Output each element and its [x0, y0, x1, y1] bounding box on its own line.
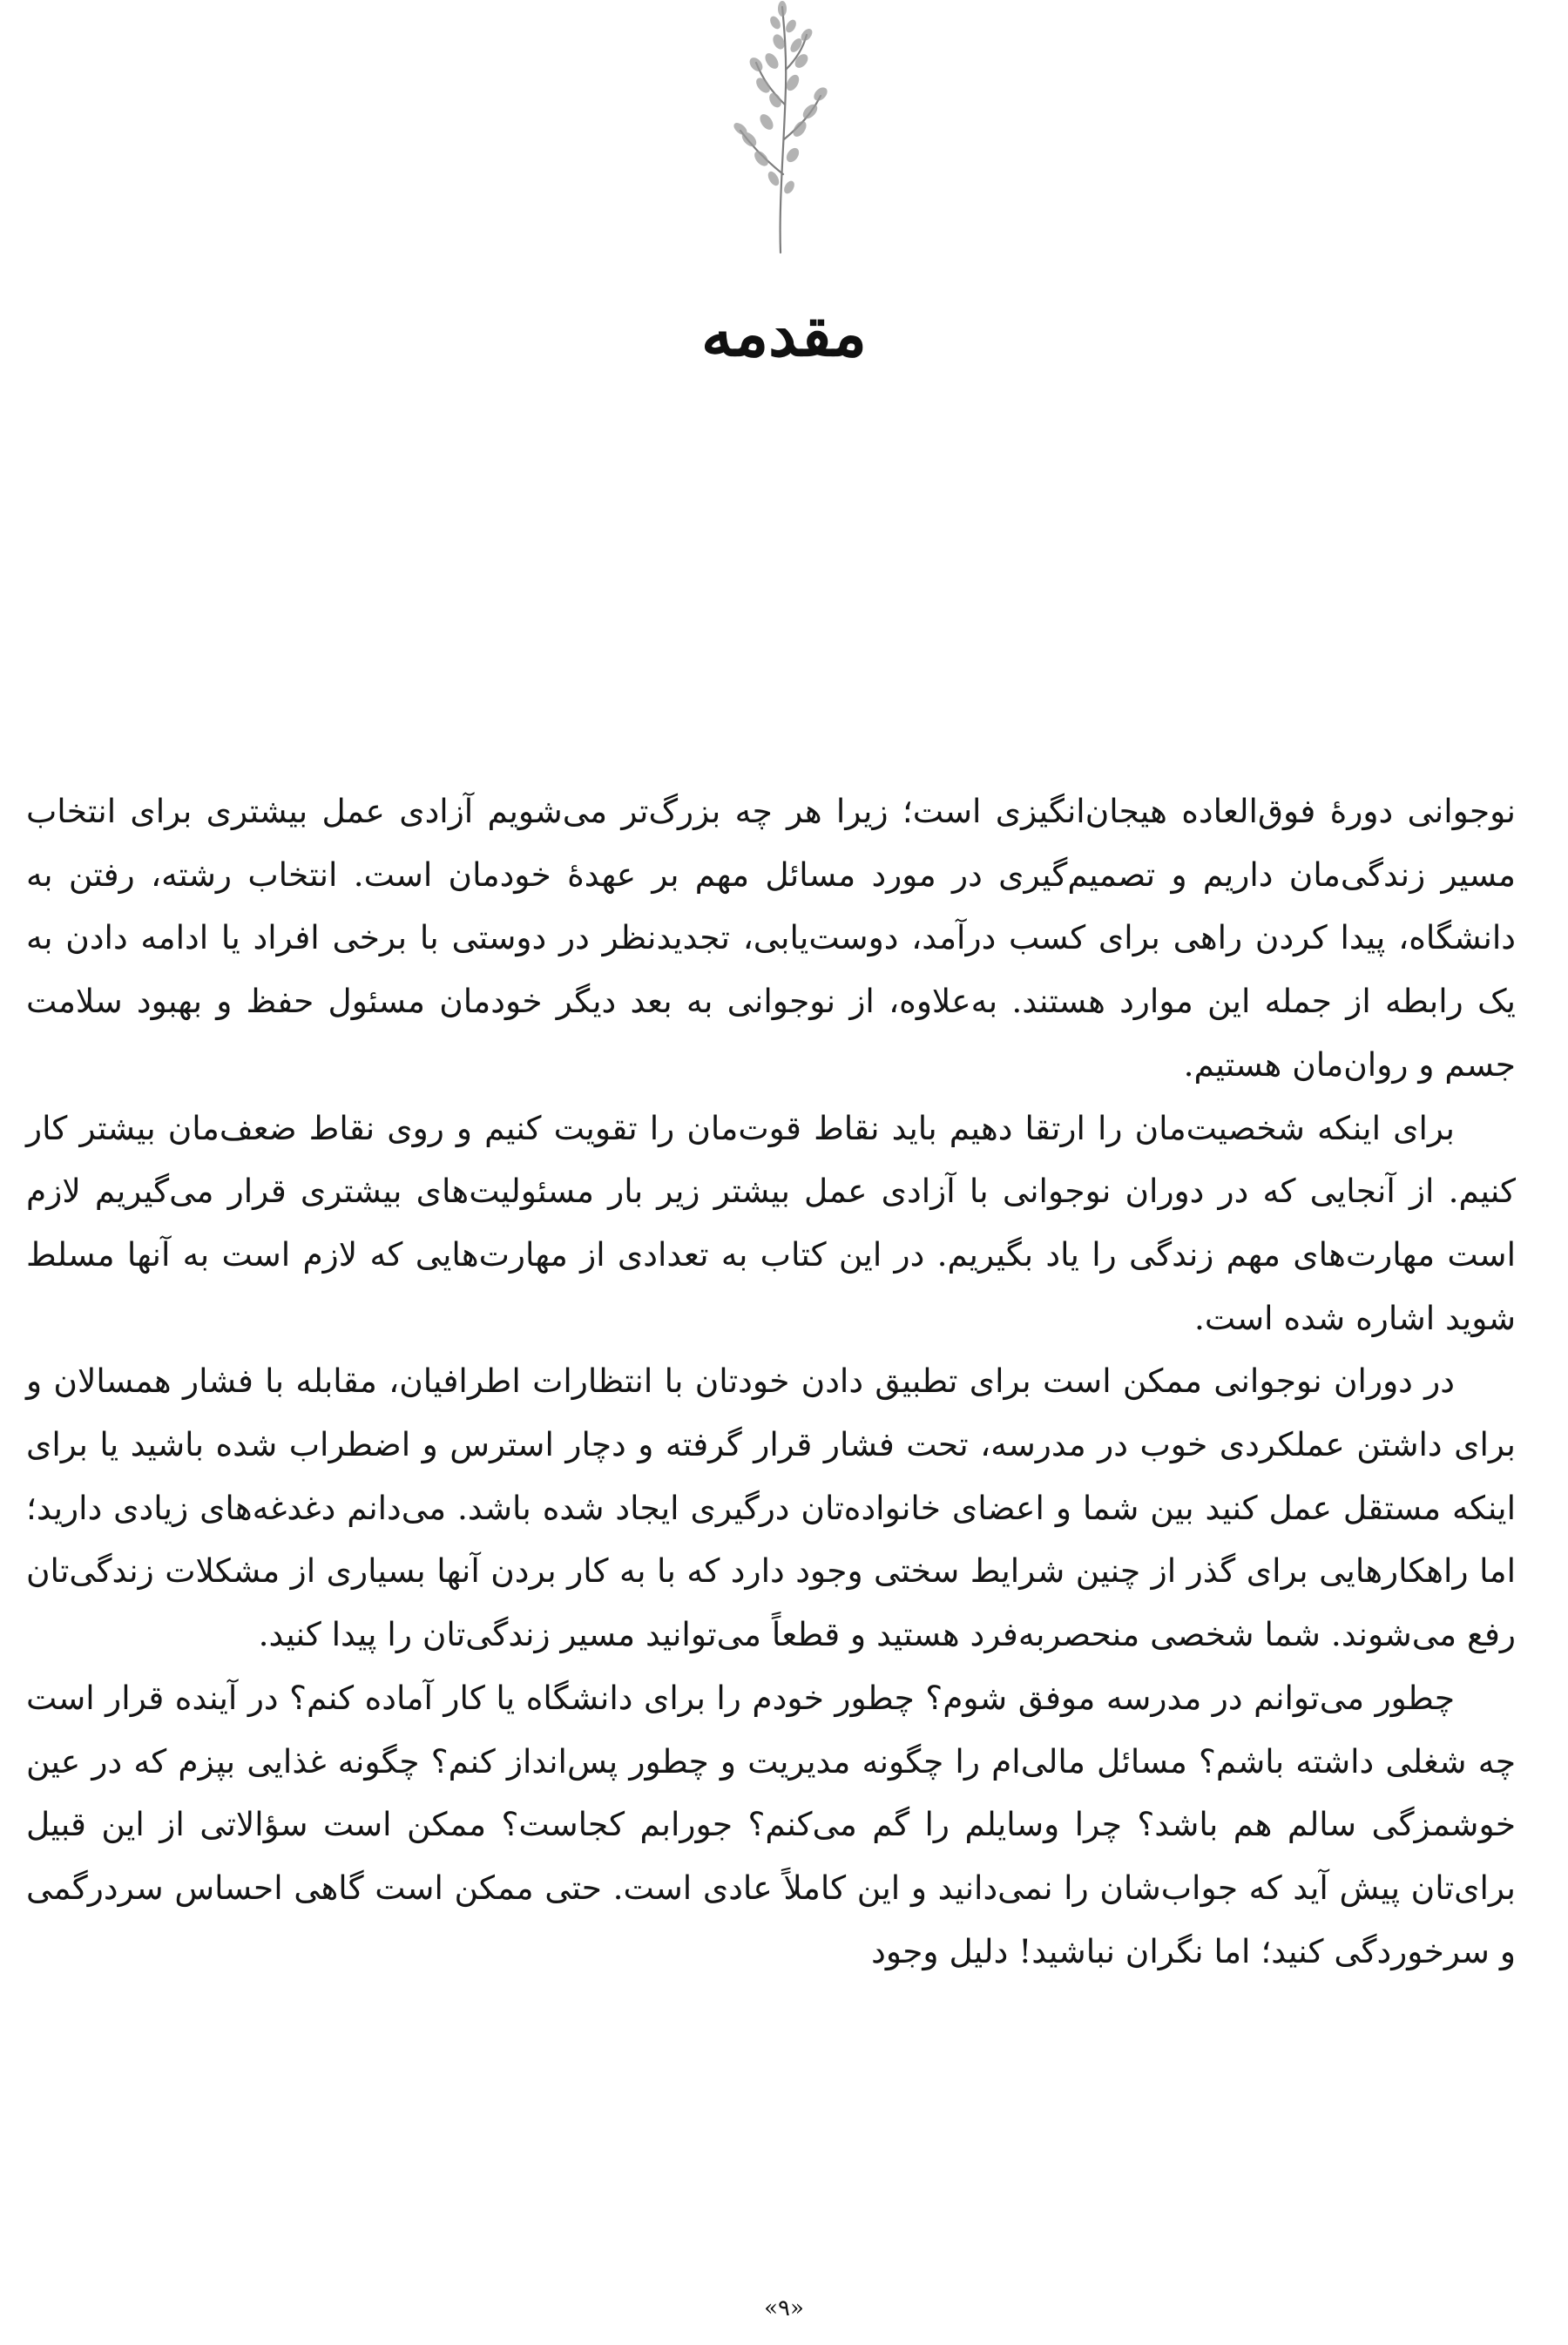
paragraph: برای اینکه شخصیت‌مان را ارتقا دهیم باید نقاط قوت‌مان را تقویت کنیم و روی نقاط ضعف‌مان بیشتر کار کنیم. از آنجایی که در دوران نوجوانی با آزادی عمل بیشتر زیر بار مسئولیت‌های بیشتری قرار می‌گیریم لازم است مهارت‌های مهم زندگی را یاد بگیریم. در این کتاب به تعدادی از مهارت‌هایی که لازم است به آنها مسلط شوید اشاره شده است. [26, 1108, 1516, 1337]
leaf-branch-ornament [706, 0, 845, 261]
body-text [26, 780, 1516, 1983]
page-number: «۹» [764, 2295, 804, 2321]
paragraph: چطور می‌توانم در مدرسه موفق شوم؟ چطور خودم را برای دانشگاه یا کار آماده کنم؟ در آینده قرار است چه شغلی داشته باشم؟ مسائل مالی‌ام را چگونه مدیریت و چطور پس‌انداز کنم؟ چگونه غذایی بپزم که در عین خوشمزگی سالم هم باشد؟ چرا وسایلم را گم می‌کنم؟ جورابم کجاست؟ ممکن است سؤالاتی از این قبیل برای‌تان پیش آید که جواب‌شان را نمی‌دانید و این کاملاً عادی است. حتی ممکن است گاهی احساس سردرگمی و سرخوردگی کنید؛ اما نگران نباشید! دلیل وجود [26, 1678, 1516, 1970]
paragraph: در دوران نوجوانی ممکن است برای تطبیق دادن خودتان با انتظارات اطرافیان، مقابله با فشار همسالان و برای داشتن عملکردی خوب در مدرسه، تحت فشار قرار گرفته و دچار استرس و اضطراب شده باشید یا برای اینکه مستقل عمل کنید بین شما و اعضای خانواده‌تان درگیری ایجاد شده باشد. می‌دانم دغدغه‌های زیادی دارید؛ اما راهکارهایی برای گذر از چنین شرایط سختی وجود دارد که با به کار بردن آنها بسیاری از مشکلات زندگی‌تان رفع می‌شوند. شما شخصی منحصربه‌فرد هستید و قطعاً می‌توانید مسیر زندگی‌تان را پیدا کنید. [26, 1362, 1516, 1654]
chapter-title: مقدمه [701, 296, 867, 370]
paragraph: نوجوانی دورهٔ فوق‌العاده هیجان‌انگیزی است؛ زیرا هر چه بزرگ‌تر می‌شویم آزادی عمل بیشتری برای انتخاب مسیر زندگی‌مان داریم و تصمیم‌گیری در مورد مسائل مهم بر عهدهٔ خودمان است. انتخاب رشته، رفتن به دانشگاه، پیدا کردن راهی برای کسب درآمد، دوست‌یابی، تجدیدنظر در دوستی با برخی افراد یا ادامه دادن به یک رابطه از جمله این موارد هستند. به‌علاوه، از نوجوانی به بعد دیگر خودمان مسئول حفظ و بهبود سلامت جسم و روان‌مان هستیم. [26, 792, 1516, 1084]
